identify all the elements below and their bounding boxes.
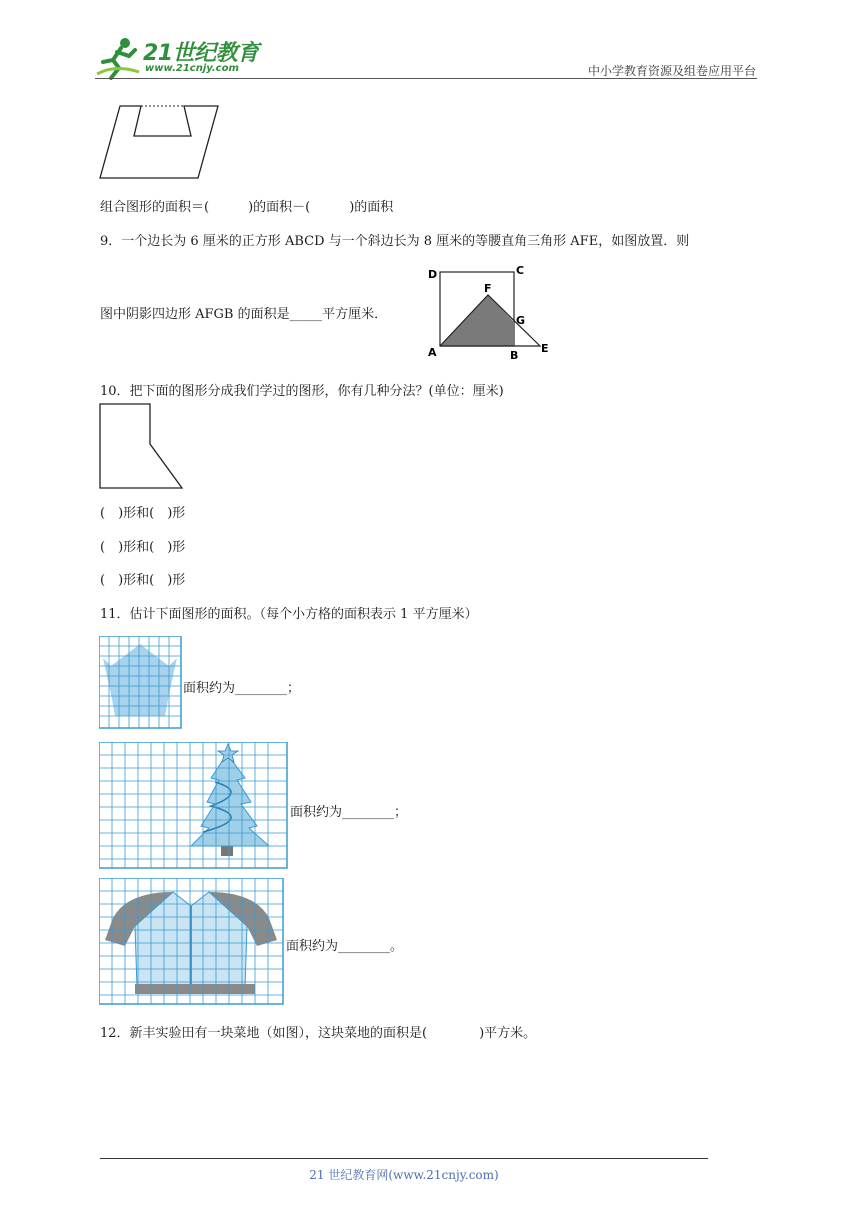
- q9-square-triangle-figure: [420, 262, 560, 362]
- q10-answer-1: ( )形和( )形: [100, 506, 186, 521]
- label-E: E: [541, 342, 549, 355]
- q11-grid-crown: [99, 636, 183, 730]
- label-G: G: [516, 314, 526, 327]
- q10-answer-2: ( )形和( )形: [100, 540, 186, 555]
- label-F: F: [484, 282, 492, 295]
- q11-answer-2: 面积约为________；: [290, 805, 408, 820]
- q11-grid-jacket: [99, 878, 285, 1006]
- footer-link[interactable]: 21 世纪教育网(www.21cnjy.com): [309, 1168, 499, 1182]
- site-logo: [95, 34, 265, 80]
- q11-answer-3: 面积约为________。: [286, 939, 404, 954]
- q8-formula: 组合图形的面积＝( )的面积－( )的面积: [100, 200, 394, 215]
- runner-logo-icon: [95, 34, 143, 80]
- label-A: A: [428, 346, 437, 359]
- q9-question-line1: 9．一个边长为 6 厘米的正方形 ABCD 与一个斜边长为 8 厘米的等腰直角三角形 AFE，如图放置．则: [100, 234, 690, 249]
- label-B: B: [510, 349, 519, 362]
- header-slogan: 中小学教育资源及组卷应用平台: [587, 64, 756, 78]
- logo-url: www.21cnjy.com: [145, 63, 239, 74]
- q11-answer-1: 面积约为________；: [183, 681, 301, 696]
- q10-answer-3: ( )形和( )形: [100, 573, 186, 588]
- q8-figure: [98, 100, 223, 182]
- q9-question-line2: 图中阴影四边形 AFGB 的面积是_____平方厘米．: [100, 307, 388, 322]
- header-divider: [95, 78, 757, 79]
- footer-divider: [100, 1158, 708, 1159]
- q10-question: 10．把下面的图形分成我们学过的图形，你有几种分法？(单位：厘米): [100, 384, 504, 399]
- label-D: D: [428, 268, 438, 281]
- q10-figure: [98, 402, 188, 492]
- q11-question: 11．估计下面图形的面积。（每个小方格的面积表示 1 平方厘米）: [100, 607, 478, 622]
- logo-text: 21世纪教育: [143, 41, 259, 66]
- q12-question: 12．新丰实验田有一块菜地（如图），这块菜地的面积是( )平方米。: [100, 1026, 537, 1041]
- q11-grid-tree: [99, 742, 289, 870]
- label-C: C: [516, 264, 525, 277]
